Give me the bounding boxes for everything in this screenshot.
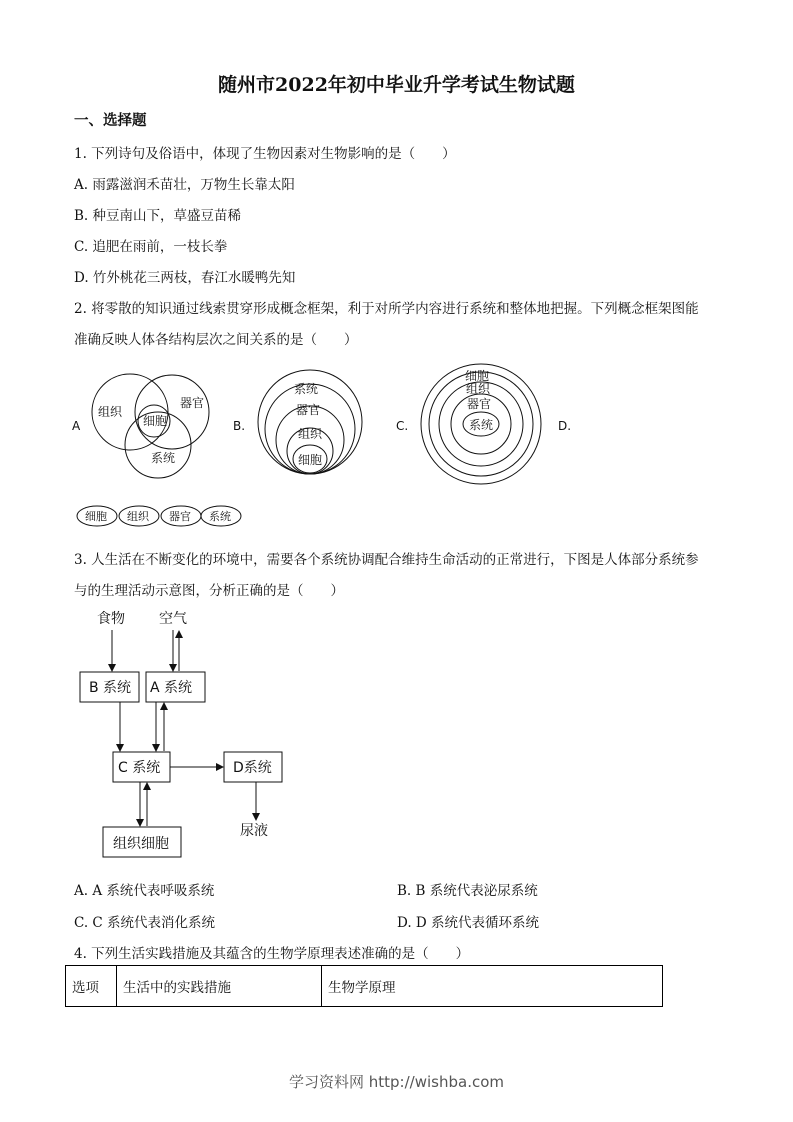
q4-header-practice: 生活中的实践措施 xyxy=(117,966,322,1007)
q2-option-a-label: A xyxy=(72,419,81,433)
q2-b-organ: 器官 xyxy=(296,403,321,417)
q3-option-b: B. B 系统代表泌尿系统 xyxy=(397,883,538,899)
q2-c-cell: 细胞 xyxy=(465,369,490,383)
q2-option-c-label: C. xyxy=(396,419,409,433)
q2-c-tissue: 组织 xyxy=(466,382,491,396)
q3-a-system: A 系统 xyxy=(150,680,193,696)
q1-option-d: D. 竹外桃花三两枝，春江水暖鸭先知 xyxy=(74,270,296,286)
q3-c-system: C 系统 xyxy=(118,760,161,776)
q2-b-system: 系统 xyxy=(294,382,319,396)
q2-d-organ: 器官 xyxy=(169,510,191,523)
q2-d-tissue: 组织 xyxy=(127,510,149,523)
q2-c-organ: 器官 xyxy=(467,397,492,411)
q3-food-label: 食物 xyxy=(97,611,125,627)
q3-option-c: C. C 系统代表消化系统 xyxy=(74,915,216,931)
q2-b-cell: 细胞 xyxy=(298,453,323,467)
q2-stem-line1: 2. 将零散的知识通过线索贯穿形成概念框架，利于对所学内容进行系统和整体地把握。下列概念框架图能 xyxy=(74,301,699,317)
q2-a-tissue: 组织 xyxy=(98,405,123,419)
q2-stem-line2: 准确反映人体各结构层次之间关系的是（ ） xyxy=(74,332,358,348)
q2-option-d-label: D. xyxy=(558,419,572,433)
q2-a-organ: 器官 xyxy=(180,396,205,410)
q3-system-diagram xyxy=(0,600,320,865)
table-row xyxy=(66,966,663,1007)
q3-air-label: 空气 xyxy=(159,611,187,627)
q3-arrows xyxy=(112,630,256,826)
q2-a-system: 系统 xyxy=(151,451,176,465)
q4-header-principle: 生物学原理 xyxy=(322,966,663,1007)
q3-stem-line2: 与的生理活动示意图，分析正确的是（ ） xyxy=(74,583,344,599)
q3-option-d: D. D 系统代表循环系统 xyxy=(397,915,540,931)
q3-d-system: D系统 xyxy=(233,760,272,776)
q1-option-a: A. 雨露滋润禾苗壮，万物生长靠太阳 xyxy=(74,177,295,193)
q3-stem-line1: 3. 人生活在不断变化的环境中，需要各个系统协调配合维持生命活动的正常进行，下图是人体部分系统参 xyxy=(74,552,699,568)
q2-a-cell: 细胞 xyxy=(143,414,168,428)
section-heading: 一、选择题 xyxy=(74,112,147,129)
q2-c-system: 系统 xyxy=(469,418,494,432)
q2-d-cell: 细胞 xyxy=(85,510,107,523)
q4-stem: 4. 下列生活实践措施及其蕴含的生物学原理表述准确的是（ ） xyxy=(74,946,470,962)
page-title: 随州市2022年初中毕业升学考试生物试题 xyxy=(218,74,575,96)
q2-d-system: 系统 xyxy=(209,510,231,523)
q3-option-a: A. A 系统代表呼吸系统 xyxy=(74,883,215,899)
q1-option-c: C. 追肥在雨前，一枝长拳 xyxy=(74,239,228,255)
footer-watermark: 学习资料网 http://wishba.com xyxy=(289,1073,504,1091)
q3-tissue-cells: 组织细胞 xyxy=(113,836,169,852)
q3-b-system: B 系统 xyxy=(89,680,132,696)
q2-option-b-label: B. xyxy=(233,419,246,433)
q1-option-b: B. 种豆南山下，草盛豆苗稀 xyxy=(74,208,242,224)
q1-stem: 1. 下列诗句及俗语中，体现了生物因素对生物影响的是（ ） xyxy=(74,146,456,162)
q3-urine-label: 尿液 xyxy=(240,823,268,839)
q2-concept-diagrams xyxy=(0,360,793,535)
q4-table xyxy=(65,965,663,1007)
q4-header-option: 选项 xyxy=(66,966,117,1007)
q2-b-tissue: 组织 xyxy=(298,427,323,441)
